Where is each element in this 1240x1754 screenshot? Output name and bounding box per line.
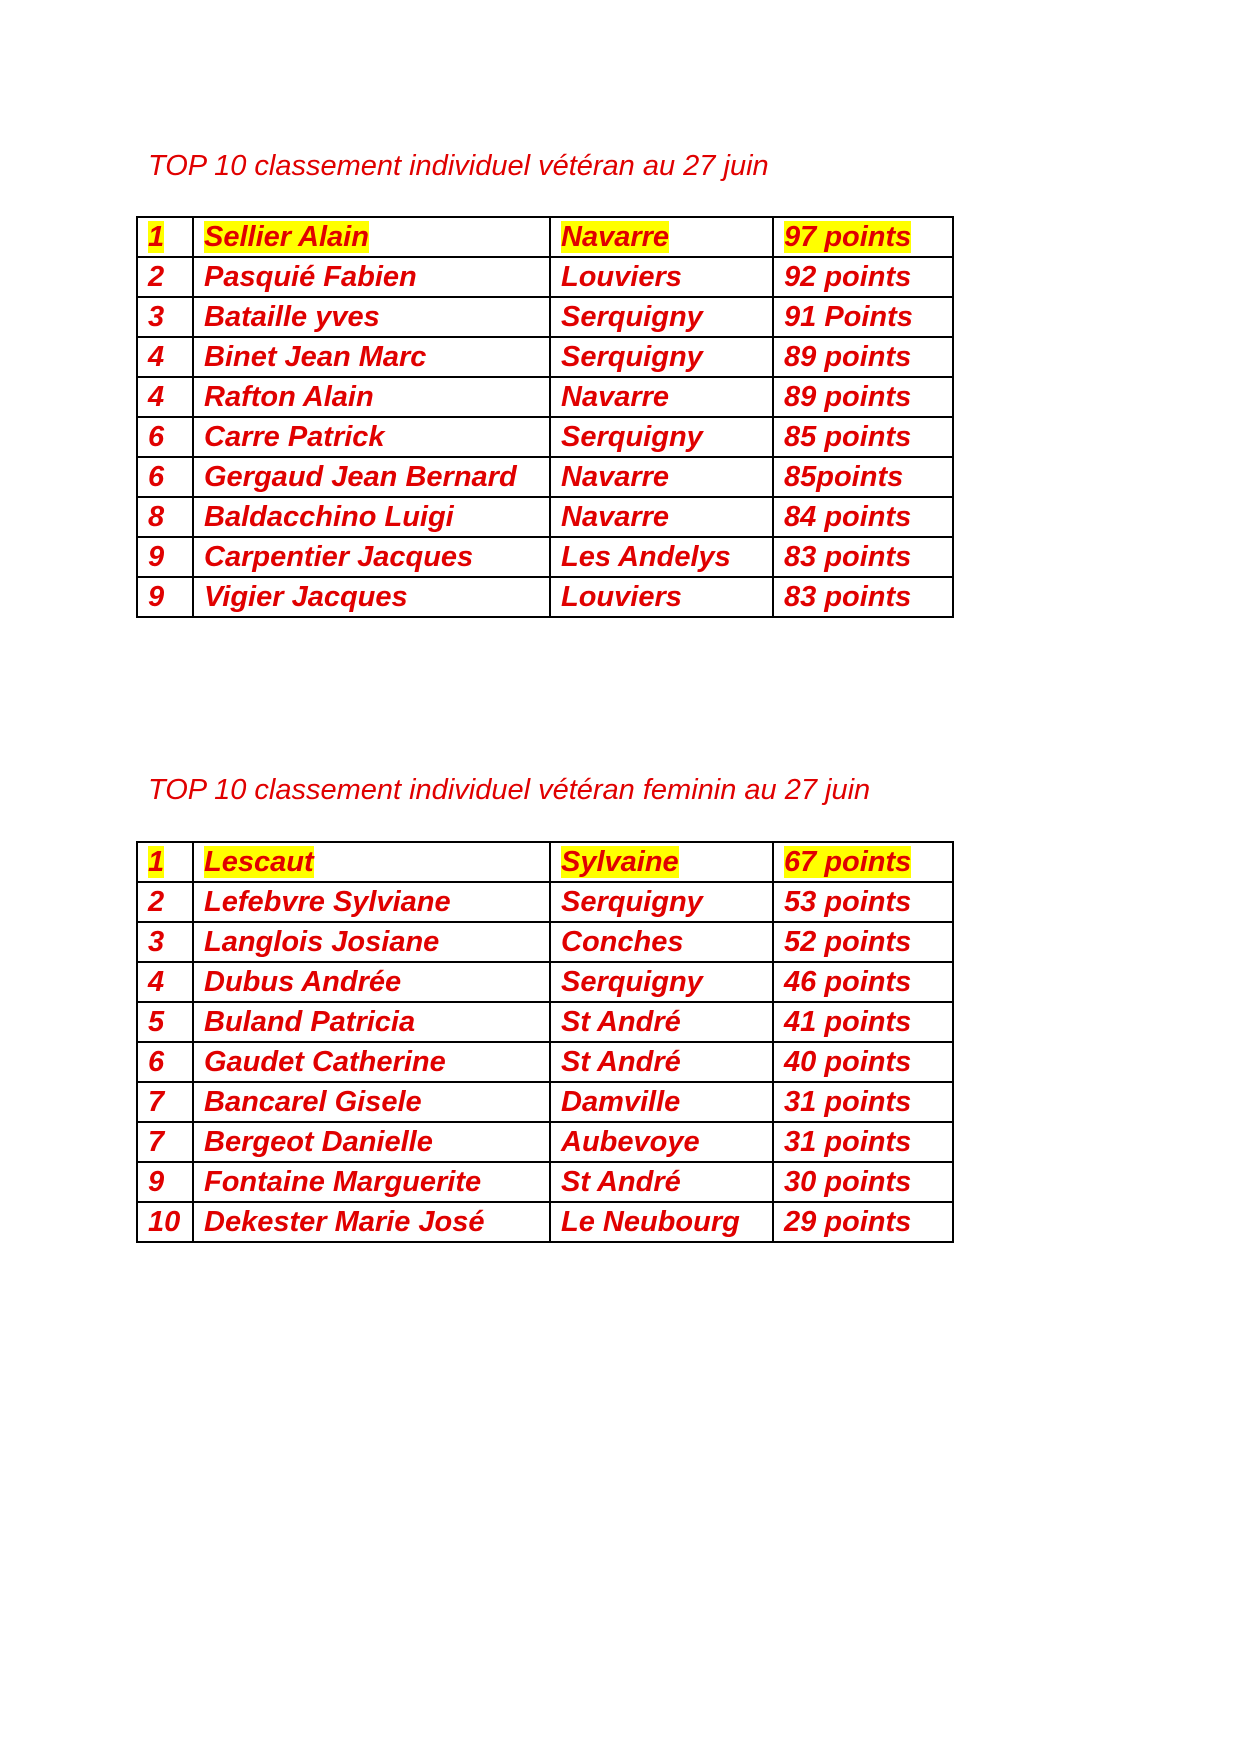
rank-cell: 7: [137, 1122, 193, 1162]
points-cell: 41 points: [773, 1002, 953, 1042]
rank-cell: 7: [137, 1082, 193, 1122]
rank-cell: [137, 217, 193, 257]
rank-cell: 3: [137, 922, 193, 962]
title-veteran: TOP 10 classement individuel vétéran au 27 juin: [148, 150, 769, 182]
club-cell: Conches: [550, 922, 773, 962]
club-cell: Les Andelys: [550, 537, 773, 577]
points-cell: 85points: [773, 457, 953, 497]
name-cell: Gergaud Jean Bernard: [193, 457, 550, 497]
table-row: [137, 537, 953, 577]
club-cell: Aubevoye: [550, 1122, 773, 1162]
points-cell: 40 points: [773, 1042, 953, 1082]
name-cell: Rafton Alain: [193, 377, 550, 417]
points-cell: 84 points: [773, 497, 953, 537]
rank-cell: 6: [137, 1042, 193, 1082]
club-cell: Serquigny: [550, 297, 773, 337]
name-cell: Carpentier Jacques: [193, 537, 550, 577]
table-row: [137, 962, 953, 1002]
club-cell: Serquigny: [550, 337, 773, 377]
rank-value: 1: [148, 220, 165, 253]
club-value: Navarre: [561, 220, 670, 253]
rank-cell: [137, 842, 193, 882]
points-value: 97 points: [784, 220, 912, 253]
table-row: [137, 922, 953, 962]
name-cell: Carre Patrick: [193, 417, 550, 457]
table-row: [137, 217, 953, 257]
name-cell: Bataille yves: [193, 297, 550, 337]
rank-value: 1: [148, 845, 165, 878]
rank-cell: 9: [137, 537, 193, 577]
rank-cell: 10: [137, 1202, 193, 1242]
table-row: [137, 1202, 953, 1242]
name-value: Sellier Alain: [204, 220, 369, 253]
club-cell: Louviers: [550, 257, 773, 297]
table-row: [137, 1122, 953, 1162]
rank-cell: 4: [137, 337, 193, 377]
club-cell: St André: [550, 1162, 773, 1202]
club-cell: Serquigny: [550, 882, 773, 922]
club-cell: St André: [550, 1002, 773, 1042]
rank-cell: 3: [137, 297, 193, 337]
name-cell: Vigier Jacques: [193, 577, 550, 617]
points-cell: 89 points: [773, 337, 953, 377]
rank-cell: 8: [137, 497, 193, 537]
table-row: [137, 457, 953, 497]
points-cell: 53 points: [773, 882, 953, 922]
table-row: [137, 1082, 953, 1122]
points-cell: 31 points: [773, 1082, 953, 1122]
club-cell: [550, 842, 773, 882]
points-cell: 30 points: [773, 1162, 953, 1202]
table-row: [137, 417, 953, 457]
name-cell: Baldacchino Luigi: [193, 497, 550, 537]
table-row: [137, 577, 953, 617]
rank-cell: 2: [137, 257, 193, 297]
rank-cell: 2: [137, 882, 193, 922]
table-row: [137, 337, 953, 377]
club-cell: Le Neubourg: [550, 1202, 773, 1242]
club-cell: St André: [550, 1042, 773, 1082]
name-cell: Binet Jean Marc: [193, 337, 550, 377]
name-cell: Bergeot Danielle: [193, 1122, 550, 1162]
points-cell: 89 points: [773, 377, 953, 417]
club-cell: Louviers: [550, 577, 773, 617]
table-feminin: [136, 841, 954, 1243]
points-cell: 29 points: [773, 1202, 953, 1242]
points-cell: 83 points: [773, 537, 953, 577]
club-cell: Damville: [550, 1082, 773, 1122]
club-cell: Serquigny: [550, 417, 773, 457]
table-row: [137, 882, 953, 922]
name-value: Lescaut: [204, 845, 314, 878]
name-cell: Dubus Andrée: [193, 962, 550, 1002]
club-cell: Navarre: [550, 457, 773, 497]
points-cell: 31 points: [773, 1122, 953, 1162]
name-cell: Dekester Marie José: [193, 1202, 550, 1242]
name-cell: [193, 842, 550, 882]
points-cell: 92 points: [773, 257, 953, 297]
points-cell: 46 points: [773, 962, 953, 1002]
points-cell: [773, 842, 953, 882]
table-row: [137, 1002, 953, 1042]
table-row: [137, 497, 953, 537]
table-row: [137, 377, 953, 417]
table-row: [137, 297, 953, 337]
name-cell: Bancarel Gisele: [193, 1082, 550, 1122]
name-cell: Langlois Josiane: [193, 922, 550, 962]
club-cell: Serquigny: [550, 962, 773, 1002]
rank-cell: 6: [137, 417, 193, 457]
table-veteran: [136, 216, 954, 618]
table-row: [137, 257, 953, 297]
points-cell: 83 points: [773, 577, 953, 617]
table-row: [137, 1042, 953, 1082]
points-cell: 85 points: [773, 417, 953, 457]
title-feminin: TOP 10 classement individuel vétéran feminin au 27 juin: [148, 774, 871, 806]
club-cell: Navarre: [550, 377, 773, 417]
name-cell: Fontaine Marguerite: [193, 1162, 550, 1202]
points-cell: [773, 217, 953, 257]
name-cell: [193, 217, 550, 257]
club-cell: [550, 217, 773, 257]
points-value: 67 points: [784, 845, 912, 878]
points-cell: 91 Points: [773, 297, 953, 337]
rank-cell: 4: [137, 377, 193, 417]
name-cell: Buland Patricia: [193, 1002, 550, 1042]
club-value: Sylvaine: [561, 845, 679, 878]
name-cell: Lefebvre Sylviane: [193, 882, 550, 922]
rank-cell: 5: [137, 1002, 193, 1042]
table-row: [137, 842, 953, 882]
rank-cell: 4: [137, 962, 193, 1002]
rank-cell: 9: [137, 1162, 193, 1202]
rank-cell: 6: [137, 457, 193, 497]
club-cell: Navarre: [550, 497, 773, 537]
points-cell: 52 points: [773, 922, 953, 962]
rank-cell: 9: [137, 577, 193, 617]
table-row: [137, 1162, 953, 1202]
name-cell: Pasquié Fabien: [193, 257, 550, 297]
name-cell: Gaudet Catherine: [193, 1042, 550, 1082]
